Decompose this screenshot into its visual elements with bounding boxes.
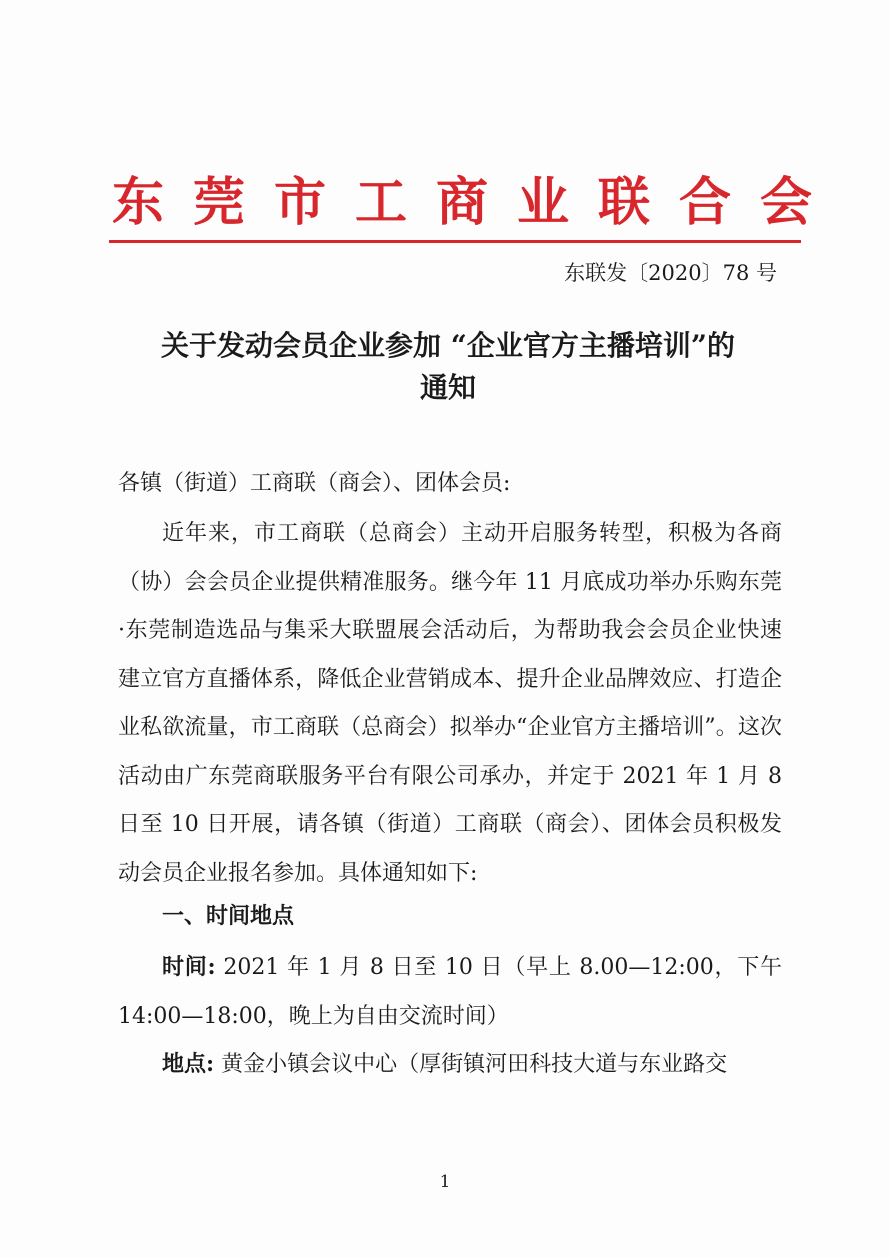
- time-label: 时间:: [162, 954, 216, 980]
- document-title-line2: 通知: [419, 371, 476, 404]
- section-heading-time-place: 一、时间地点: [162, 903, 295, 929]
- place-text: 黄金小镇会议中心（厚街镇河田科技大道与东业路交: [214, 1052, 728, 1077]
- page-number: 1: [439, 1172, 451, 1192]
- red-divider-line: [109, 240, 801, 243]
- time-paragraph: [118, 943, 782, 1041]
- time-text: 2021 年 1 月 8 日至 10 日（早上 8.00—12:00，下午 14:00—18:00，晚上为自由交流时间）: [118, 955, 782, 1029]
- place-paragraph: [118, 1040, 782, 1090]
- body-paragraph-intro: 近年来，市工商联（总商会）主动开启服务转型，积极为各商（协）会会员企业提供精准服务。继今年 11 月底成功举办乐购东莞·东莞制造选品与集采大联盟展会活动后，为帮助我会会员企业快速建立官方直播体系，降低企业营销成本、提升企业品牌效应、打造企业私欲流量，市工商联（总商会）拟举办“企业官方主播培训”。这次活动由广东莞商联服务平台有限公司承办，并定于 2021 年 1 月 8 日至 10 日开展，请各镇（街道）工商联（商会）、团体会员积极发动会员企业报名参加。具体通知如下:: [118, 521, 782, 886]
- organization-masthead: 东莞市工商业联合会: [112, 173, 842, 233]
- place-label: 地点:: [162, 1051, 215, 1077]
- salutation: 各镇（街道）工商联（商会）、团体会员:: [118, 471, 511, 496]
- document-number: 东联发〔2020〕78 号: [564, 261, 777, 285]
- document-title-line1: 关于发动会员企业参加 “企业官方主播培训”的: [161, 329, 735, 362]
